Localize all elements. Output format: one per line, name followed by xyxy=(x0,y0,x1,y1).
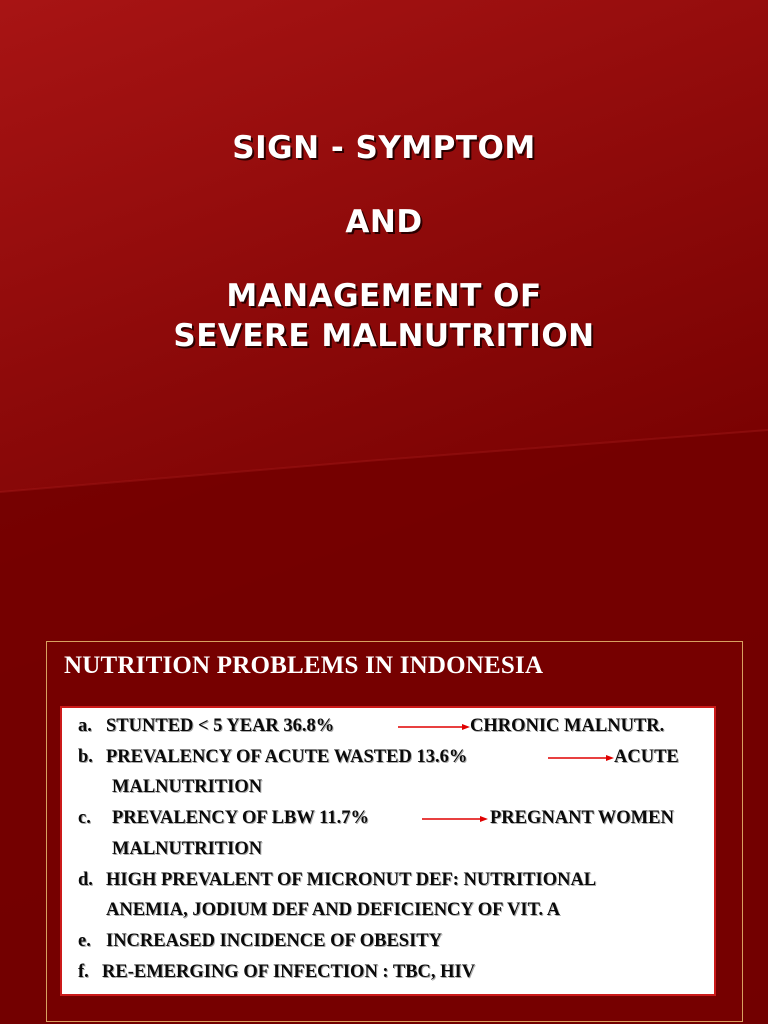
item-a-text: STUNTED < 5 YEAR 36.8% xyxy=(106,716,335,736)
item-e-text: INCREASED INCIDENCE OF OBESITY xyxy=(106,931,442,951)
slide-title xyxy=(0,128,768,356)
box-heading: NUTRITION PROBLEMS IN INDONESIA xyxy=(64,652,544,679)
item-b-continuation: MALNUTRITION xyxy=(112,777,263,797)
title-line-1: SIGN - SYMPTOM xyxy=(232,130,536,166)
item-a-marker: a. xyxy=(78,716,92,736)
problems-list xyxy=(60,706,716,996)
item-f-text: RE-EMERGING OF INFECTION : TBC, HIV xyxy=(102,962,476,982)
title-line-4: SEVERE MALNUTRITION xyxy=(173,318,595,354)
nutrition-problems-box xyxy=(46,641,743,1022)
item-b-marker: b. xyxy=(78,747,93,767)
item-c-text: PREVALENCY OF LBW 11.7% xyxy=(112,808,369,828)
item-f-marker: f. xyxy=(78,962,89,982)
item-d-continuation: ANEMIA, JODIUM DEF AND DEFICIENCY OF VIT. A xyxy=(106,900,561,920)
item-e-marker: e. xyxy=(78,931,91,951)
item-d-marker: d. xyxy=(78,870,93,890)
arrow-right-icon xyxy=(548,755,614,761)
title-line-2: AND xyxy=(345,204,423,240)
item-b-result: ACUTE xyxy=(614,747,679,767)
item-d-text: HIGH PREVALENT OF MICRONUT DEF: NUTRITIONAL xyxy=(106,870,597,890)
item-a-result: CHRONIC MALNUTR. xyxy=(470,716,665,736)
title-line-3: MANAGEMENT OF xyxy=(226,278,542,314)
item-b-text: PREVALENCY OF ACUTE WASTED 13.6% xyxy=(106,747,468,767)
item-c-continuation: MALNUTRITION xyxy=(112,839,263,859)
arrow-right-icon xyxy=(398,724,470,730)
item-c-marker: c. xyxy=(78,808,91,828)
item-c-result: PREGNANT WOMEN xyxy=(490,808,674,828)
arrow-right-icon xyxy=(422,816,488,822)
